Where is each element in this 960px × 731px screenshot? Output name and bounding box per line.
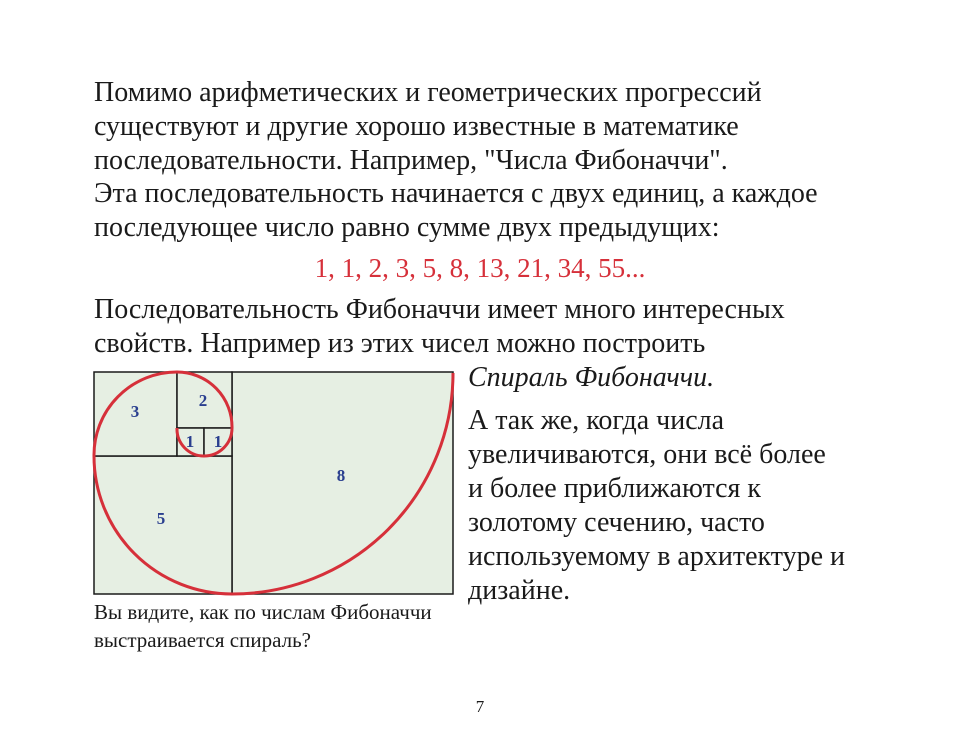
label-1-right: 1	[213, 432, 223, 451]
golden-line-1: А так же, когда числа	[468, 405, 725, 436]
intro-line-3: последовательности. Например, "Числа Фибоначчи".	[94, 145, 728, 176]
label-2: 2	[198, 391, 208, 410]
label-3: 3	[130, 402, 140, 421]
golden-line-5: используемому в архитектуре и	[468, 541, 846, 572]
properties-line-1: Последовательность Фибоначчи имеет много интересных	[94, 294, 785, 325]
label-5: 5	[156, 509, 166, 528]
golden-line-6: дизайне.	[468, 575, 571, 606]
golden-ratio-paragraph	[468, 404, 845, 608]
label-1-left: 1	[185, 432, 195, 451]
figure-caption	[94, 598, 432, 654]
label-8: 8	[336, 466, 346, 485]
definition-paragraph	[94, 177, 818, 245]
caption-line-1: Вы видите, как по числам Фибоначчи	[94, 600, 432, 624]
intro-line-2: существуют и другие хорошо известные в математике	[94, 111, 739, 142]
definition-line-2: последующее число равно сумме двух предыдущих:	[94, 212, 720, 243]
properties-paragraph	[94, 293, 785, 361]
golden-line-3: и более приближаются к	[468, 473, 761, 504]
golden-line-4: золотому сечению, часто	[468, 507, 765, 538]
fibonacci-sequence: 1, 1, 2, 3, 5, 8, 13, 21, 34, 55...	[314, 253, 646, 283]
fibonacci-spiral-figure	[90, 369, 460, 599]
golden-line-2: увеличиваются, они всё более	[468, 439, 826, 470]
caption-line-2: выстраивается спираль?	[94, 628, 311, 652]
properties-line-2: свойств. Например из этих чисел можно построить	[94, 328, 706, 359]
spiral-term: Спираль Фибоначчи.	[468, 362, 715, 393]
page-number: 7	[475, 697, 485, 716]
definition-line-1: Эта последовательность начинается с двух единиц, а каждое	[94, 178, 818, 209]
intro-line-1: Помимо арифметических и геометрических прогрессий	[94, 77, 762, 108]
intro-paragraph	[94, 76, 762, 178]
